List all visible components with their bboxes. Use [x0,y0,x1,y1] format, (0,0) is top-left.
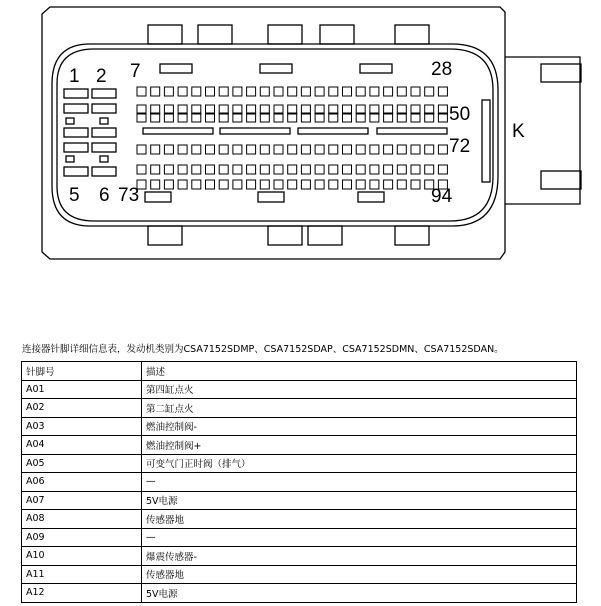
pin-socket [178,180,187,189]
pin-socket [151,165,160,174]
pin-socket [233,87,242,96]
pin-socket [438,165,447,174]
pin-cell: A11 [22,565,142,584]
pin-socket [315,180,324,189]
pin-label: 5 [69,185,80,206]
pin-socket [425,165,434,174]
pin-socket [397,165,406,174]
pin-label: 28 [431,59,453,80]
description-cell: 燃油控制阀- [142,417,577,436]
pin-socket [315,145,324,154]
pin-socket [192,180,201,189]
pin-socket [384,180,393,189]
pin-socket [370,145,379,154]
pin-label: 94 [431,186,453,207]
pin-socket [274,145,283,154]
pin-grid [137,87,447,189]
pin-socket [178,165,187,174]
pin-socket [301,180,310,189]
table-row [22,473,577,492]
pin-label: 72 [449,136,471,157]
pin-socket [343,87,352,96]
pin-socket [397,180,406,189]
pin-socket [247,145,256,154]
description-cell: 燃油控制阀+ [142,436,577,455]
table-row [22,510,577,529]
connector-letter: K [512,121,525,142]
pin-socket [288,180,297,189]
pin-label: 50 [449,104,471,125]
description-cell: — [142,528,577,547]
pin-cell: A09 [22,528,142,547]
description-cell: 第二缸点火 [142,399,577,418]
table-row [22,547,577,566]
pin-socket [151,180,160,189]
pin-socket [151,145,160,154]
pin-cell: A05 [22,454,142,473]
pin-table [21,361,577,603]
pin-socket [274,87,283,96]
pin-socket [438,87,447,96]
pin-socket [384,87,393,96]
pin-socket [343,145,352,154]
pin-socket [384,145,393,154]
pin-socket [137,145,146,154]
pin-socket [247,180,256,189]
pin-cell: A06 [22,473,142,492]
pin-socket [356,165,365,174]
table-row [22,399,577,418]
table-row [22,417,577,436]
pin-socket [411,165,420,174]
pin-socket [301,145,310,154]
table-row [22,380,577,399]
pin-socket [329,180,338,189]
pin-socket [164,165,173,174]
pin-socket [260,165,269,174]
pin-label: 6 [99,185,110,206]
pin-socket [260,87,269,96]
pin-socket [178,87,187,96]
pin-socket [206,145,215,154]
table-row [22,436,577,455]
pin-socket [247,87,256,96]
pin-socket [164,145,173,154]
table-caption: 连接器针脚详细信息表，发动机类别为CSA7152SDMP、CSA7152SDAP、CSA7152SDMN、CSA7152SDAN。 [22,344,504,355]
pin-socket [206,87,215,96]
pin-label: 1 [69,66,80,87]
pin-socket [397,87,406,96]
table-row [22,491,577,510]
pin-socket [192,165,201,174]
pin-socket [384,165,393,174]
pin-socket [329,145,338,154]
pin-socket [206,180,215,189]
pin-socket [438,145,447,154]
pin-socket [411,145,420,154]
pin-socket [425,87,434,96]
pin-socket [315,165,324,174]
pin-socket [260,180,269,189]
description-cell: 传感器地 [142,565,577,584]
pin-socket [425,145,434,154]
pin-socket [192,145,201,154]
pin-socket [233,145,242,154]
pin-socket [301,87,310,96]
pin-socket [288,87,297,96]
pin-socket [370,165,379,174]
pin-cell: A01 [22,380,142,399]
pin-socket [356,87,365,96]
pin-socket [329,87,338,96]
pin-cell: A03 [22,417,142,436]
pin-socket [219,165,228,174]
pin-socket [356,180,365,189]
table-row [22,584,577,603]
pin-cell: A07 [22,491,142,510]
pin-socket [219,180,228,189]
description-cell: 传感器地 [142,510,577,529]
pin-socket [260,145,269,154]
pin-socket [247,165,256,174]
pin-socket [137,87,146,96]
pin-cell: A12 [22,584,142,603]
pin-socket [411,180,420,189]
pin-socket [137,165,146,174]
pin-socket [397,145,406,154]
pin-cell: A10 [22,547,142,566]
pin-socket [274,165,283,174]
table-row [22,454,577,473]
connector-diagram [0,0,601,275]
pin-socket [315,87,324,96]
pin-label: 7 [130,61,141,82]
pin-socket [288,145,297,154]
pin-socket [274,180,283,189]
description-cell: 第四缸点火 [142,380,577,399]
pin-socket [151,87,160,96]
description-cell: — [142,473,577,492]
pin-socket [343,180,352,189]
pin-socket [370,180,379,189]
pin-socket [206,165,215,174]
pin-socket [329,165,338,174]
pin-socket [233,165,242,174]
table-row [22,565,577,584]
pin-socket [301,165,310,174]
pin-socket [164,87,173,96]
pin-socket [288,165,297,174]
pin-socket [370,87,379,96]
header-description: 描述 [142,362,577,381]
pin-socket [233,180,242,189]
table-header-row [22,362,577,381]
table-row [22,528,577,547]
pin-socket [356,145,365,154]
pin-socket [178,145,187,154]
pin-socket [192,87,201,96]
pin-socket [411,87,420,96]
header-pin: 针脚号 [22,362,142,381]
pin-socket [164,180,173,189]
pin-cell: A02 [22,399,142,418]
pin-label: 73 [118,185,140,206]
pin-label: 2 [96,66,107,87]
pin-socket [219,87,228,96]
description-cell: 5V电源 [142,584,577,603]
pin-cell: A08 [22,510,142,529]
description-cell: 爆震传感器- [142,547,577,566]
pin-cell: A04 [22,436,142,455]
pin-socket [343,165,352,174]
pin-socket [219,145,228,154]
description-cell: 可变气门正时阀（排气） [142,454,577,473]
description-cell: 5V电源 [142,491,577,510]
